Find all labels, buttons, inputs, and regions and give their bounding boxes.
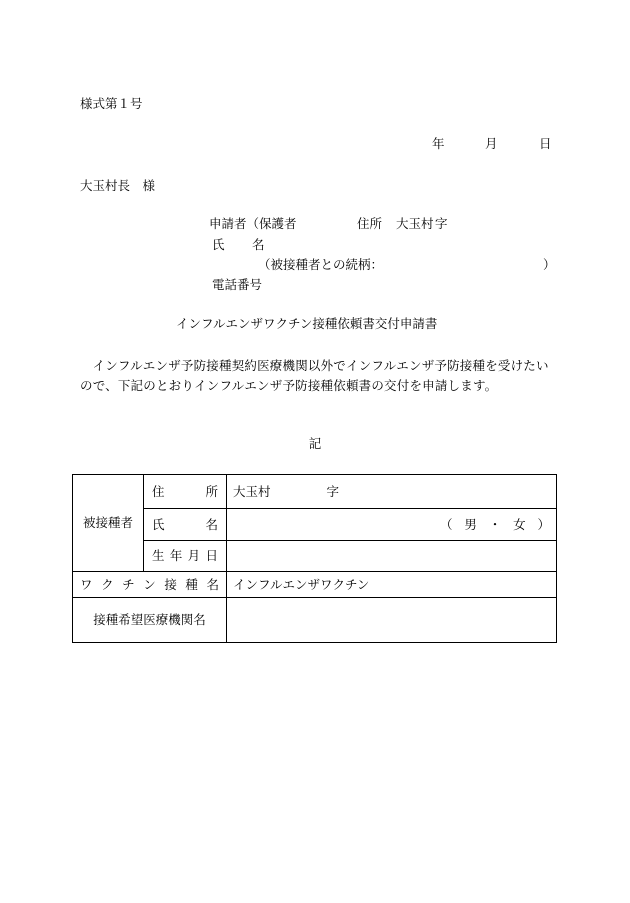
address-label: 住所 [357,216,383,231]
vaccine-label-char: ク [101,576,114,592]
document-title: インフルエンザワクチン接種依頼書交付申請書 [176,316,438,331]
clinic-label: 接種希望医療機関名 [93,612,206,627]
table-row-name [73,509,557,541]
gender-female[interactable]: 女 [513,516,526,532]
vaccine-label-char: 種 [185,576,198,592]
addressee: 大玉村長 様 [80,178,156,193]
vaccine-label-char: 名 [206,576,219,592]
date-year: 年 [432,136,445,151]
applicant-line [209,216,448,232]
vaccine-label-char: ン [143,576,156,592]
dob-label-char: 月 [187,548,201,563]
address-label-cell [144,475,227,509]
phone-label: 電話番号 [212,277,263,292]
address-label-char: 所 [205,483,218,499]
gender-dot: ・ [488,516,502,532]
address-village: 大玉村 [396,216,434,231]
clinic-label-cell [73,598,227,643]
date-month: 月 [485,136,498,151]
vaccine-label-cell [73,572,227,598]
address-value-cell[interactable] [227,475,557,509]
dob-label-cell [144,541,227,572]
address-village: 大玉村 [233,483,271,499]
name-label-2: 名 [252,237,265,252]
dob-label-char: 生 [152,548,165,563]
ki-heading: 記 [308,436,322,451]
body-text: インフルエンザ予防接種契約医療機関以外でインフルエンザ予防接種を受けたいので、下記のとおりインフルエンザ予防接種依頼書の交付を申請します。 [80,358,549,393]
info-table [72,474,557,643]
dob-label-char: 日 [205,548,218,563]
vaccine-value: インフルエンザワクチン [233,576,370,592]
vaccine-label-char: ワ [80,576,93,592]
gender-open: （ [440,516,453,532]
table-row-clinic [73,598,557,643]
address-label-char: 住 [152,483,165,499]
name-label-char: 名 [205,516,218,532]
dob-value-cell[interactable] [227,541,557,572]
gender-selector [440,517,550,533]
vaccine-label-char: チ [122,576,135,592]
relation-label: （被接種者との続柄： [258,257,384,272]
address-aza: 字 [435,216,448,231]
date-day: 日 [539,136,552,151]
vaccine-value-cell [227,572,557,598]
applicant-label: 申請者（保護者 [209,216,297,231]
gender-male[interactable]: 男 [464,516,477,532]
name-label-1: 氏 [212,237,225,252]
group-label: 被接種者 [82,515,133,530]
group-label-cell [73,475,144,572]
name-value-cell[interactable] [227,509,557,541]
dob-label-char: 年 [169,548,183,563]
clinic-value-cell[interactable] [227,598,557,643]
relation-close: ） [543,257,556,272]
vaccine-label-char: 接 [164,576,177,592]
applicant-name-line [212,237,265,253]
name-label-cell [144,509,227,541]
name-label-char: 氏 [152,516,165,532]
form-number: 様式第１号 [80,96,143,111]
table-row-dob [73,541,557,572]
applicant-address [357,216,434,232]
address-aza: 字 [326,483,340,499]
table-row-vaccine [73,572,557,598]
table-row-address [73,475,557,509]
gender-close: ） [537,516,550,532]
